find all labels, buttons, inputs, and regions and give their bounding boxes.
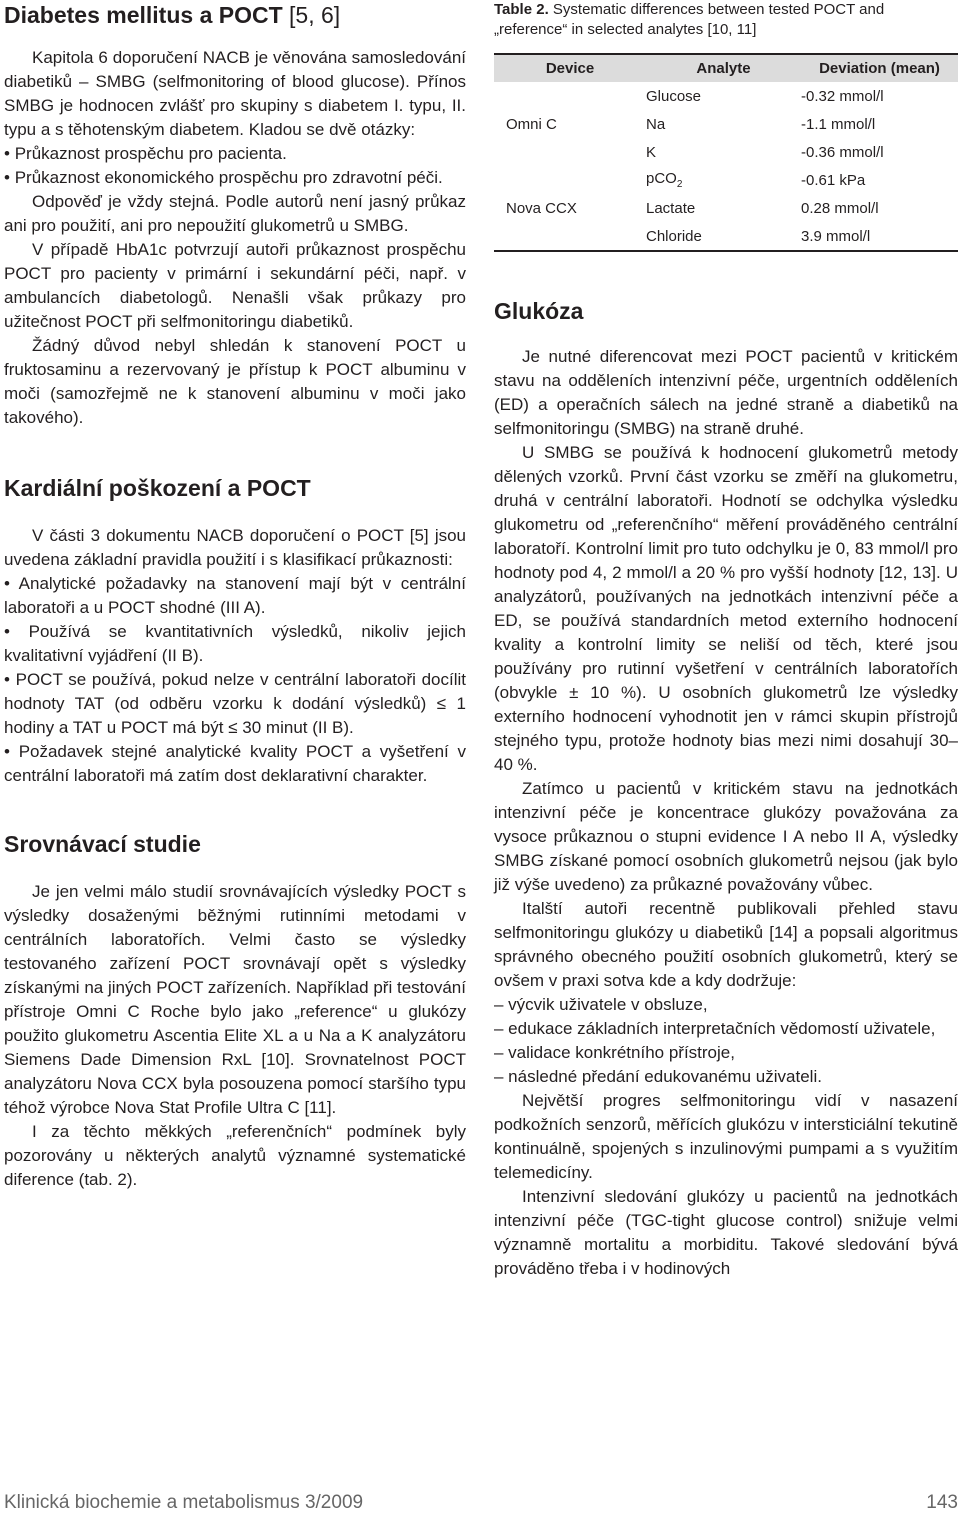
paragraph: Je nutné diferencovat mezi POCT pacientů v kritickém stavu na odděleních intenzivní péče, urgentních odděleních (ED) a operačních sálech na jedné straně a diabetiků na selfmonitoringu (SMBG) na straně druhé.: [494, 347, 958, 438]
paragraph: Je jen velmi málo studií srovnávajících výsledky POCT s výsledky dosaženými běžnými rutinními metodami v centrálních laboratořích. Velmi často se výsledky testovaného zařízení POCT srovnávají opět s výsledky získanými na jiných POCT zařízeních. Například při testování přístroje Omni C Roche bylo jako „reference“ u glukózy použito glukometru Ascentia Elite XL a u Na a K analyzátoru Siemens Dade Dimension RxL [10]. Srovnatelnost POCT analyzátoru Nova CCX byla posouzena pomocí staršího typu téhož výrobce Nova Stat Profile Ultra C [11].: [4, 882, 466, 1117]
page-number: 143: [926, 1492, 958, 1513]
paragraph: V případě HbA1c potvrzují autoři průkaznost prospěchu POCT pro pacienty v primární i sekundární péči, např. v ambulancích diabetologů. Nenašli však průkazy pro užitečnost POCT při selfmonitoringu diabetiků.: [4, 240, 466, 331]
analyte-cell: Lactate: [646, 199, 696, 217]
paragraph: I za těchto měkkých „referenčních“ podmínek byly pozorovány u některých analytů významné systematické diference (tab. 2).: [4, 1122, 466, 1189]
table-row: [494, 82, 958, 110]
table-caption: Table 2. Systematic differences between tested POCT and „reference“ in selected analytes [10, 11]: [494, 1, 885, 38]
paragraph: V části 3 dokumentu NACB doporučení o POCT [5] jsou uvedena základní pravidla použití i s klasifikací průkaznosti:: [4, 526, 466, 569]
paragraph: Intenzivní sledování glukózy u pacientů na jednotkách intenzivní péče (TGC-tight glucose control) snižuje velmi významně mortalitu a morbiditu. Takové sledování bývá prováděno třeba i v hodinových: [494, 1187, 958, 1278]
deviation-cell: -1.1 mmol/l: [801, 115, 876, 133]
section-title-cardio: Kardiální poškození a POCT: [4, 475, 311, 501]
paragraph: Odpověď je vždy stejná. Podle autorů není jasný průkaz ani pro použití, ani pro nepoužití glukometrů u SMBG.: [4, 192, 466, 235]
deviation-cell: 3.9 mmol/l: [801, 222, 958, 251]
deviation-cell: -0.61 kPa: [801, 171, 866, 189]
bullet-item: • Požadavek stejné analytické kvality POCT a vyšetření v centrální laboratoři má zatím dost deklarativní charakter.: [4, 740, 466, 788]
dash-item: – výcvik uživatele v obsluze,: [494, 995, 708, 1014]
analyte-cell: Chloride: [646, 222, 801, 251]
table-header-cell: Deviation (mean): [801, 54, 958, 82]
table-header-cell: Analyte: [646, 54, 801, 82]
bullet-item: • Analytické požadavky na stanovení mají být v centrální laboratoři a u POCT shodné (III A).: [4, 572, 466, 620]
table-row: [494, 222, 958, 251]
device-cell: [494, 222, 646, 251]
bullet-item: • Používá se kvantitativních výsledků, nikoliv jejich kvalitativní vyjádření (II B).: [4, 620, 466, 668]
dash-item: – následné předání edukovanému uživateli.: [494, 1067, 822, 1086]
deviation-cell: 0.28 mmol/l: [801, 199, 879, 217]
bullet-item: • Průkaznost prospěchu pro pacienta.: [4, 142, 466, 166]
device-cell: Omni C: [506, 115, 557, 133]
table-row: [494, 138, 958, 166]
dash-item: – validace konkrétního přístroje,: [494, 1043, 735, 1062]
section-title-glucose: Glukóza: [494, 298, 584, 324]
device-cell: Nova CCX: [506, 199, 577, 217]
table-header-cell: Device: [494, 54, 646, 82]
table-row: [494, 166, 958, 194]
page-footer: [4, 1492, 958, 1514]
table-header-row: [494, 54, 958, 82]
section-title-compare: Srovnávací studie: [4, 831, 201, 857]
table-2: [494, 53, 958, 252]
subscript: 2: [676, 179, 683, 190]
device-cell: [494, 138, 646, 166]
journal-name: Klinická biochemie a metabolismus 3/2009: [4, 1492, 364, 1513]
paragraph: Zatímco u pacientů v kritickém stavu na jednotkách intenzivní péče je koncentrace glukózy považována za vysoce průkaznou o stupni evidence I A nebo II A, výsledky SMBG získané pomocí osobních glukometrů nejsou (jak bylo již výše uvedeno) za průkazné považovány vůbec.: [494, 779, 958, 894]
analyte-cell: K: [646, 143, 657, 161]
deviation-cell: -0.32 mmol/l: [801, 87, 884, 105]
left-column: [4, 0, 466, 1192]
device-cell: [494, 166, 646, 194]
paragraph: Žádný důvod nebyl shledán k stanovení POCT u fruktosaminu a rezervovaný je přístup k POCT albuminu v moči (samozřejmě ne k stanovení albuminu v moči jako takového).: [4, 336, 466, 427]
section-ref: [5, 6]: [289, 2, 341, 28]
section-title-diabetes: Diabetes mellitus a POCT [5, 6]: [4, 2, 341, 28]
deviation-cell: -0.36 mmol/l: [801, 143, 884, 161]
paragraph: Největší progres selfmonitoringu vidí v nasazení podkožních senzorů, měřících glukózu v intersticiální tekutině kontinuálně, spojených s inzulinovými pumpami a s využitím telemedicíny.: [494, 1091, 958, 1182]
paragraph: Kapitola 6 doporučení NACB je věnována samosledování diabetiků – SMBG (selfmonitoring of blood glucose). Přínos SMBG je hodnocen zvlášť pro skupiny s diabetem I. typu, II. typu a s těhotenským diabetem. Kladou se dvě otázky:: [4, 48, 466, 139]
analyte-cell: Glucose: [646, 87, 702, 105]
table-row: [494, 194, 958, 222]
table-row: [494, 110, 958, 138]
device-cell: [494, 82, 646, 110]
bullet-item: • POCT se používá, pokud nelze v centrální laboratoři docílit hodnoty TAT (od odběru vzorku k dodání výsledků) ≤ 1 hodiny a TAT u POCT má být ≤ 30 minut (II B).: [4, 668, 466, 740]
table-label: Table 2.: [494, 1, 549, 18]
paragraph: U SMBG se používá k hodnocení glukometrů metody dělených vzorků. První část vzorku se změří na glukometru, druhá v centrální laboratoři. Hodnotí se odchylka výsledku glukometru od „referenčního“ měření prováděného centrální laboratoří. Kontrolní limit pro tuto odchylku je 0, 83 mmol/l pro hodnoty pod 4, 2 mmol/l a 20 % pro vyšší hodnoty [12, 13]. U analyzátorů, používaných na jednotkách intenzivní péče a ED, se používá standardních metod externího hodnocení kvality a kontrolní limity se neliší od těch, které jsou používány pro rutinní vyšetření v centrálních laboratořích (obvykle ± 10 %). U osobních glukometrů lze výsledky externího hodnocení vyhodnotit jen v rámci skupin přístrojů stejného typu, protože hodnoty bias mezi nimi dosahují 30–40 %.: [494, 443, 958, 774]
dash-item: – edukace základních interpretačních vědomostí uživatele,: [494, 1019, 936, 1038]
paragraph: Italští autoři recentně publikovali přehled stavu selfmonitoringu glukózy u diabetiků [14] a popsali algoritmus správného obecného použití osobních glukometrů, který se ovšem v praxi sotva kde a kdy dodržuje:: [494, 899, 958, 990]
analyte-cell: pCO$_2$: [646, 170, 683, 190]
analyte-cell: Na: [646, 115, 666, 133]
right-column: [494, 0, 958, 1281]
bullet-item: • Průkaznost ekonomického prospěchu pro zdravotní péči.: [4, 166, 466, 190]
